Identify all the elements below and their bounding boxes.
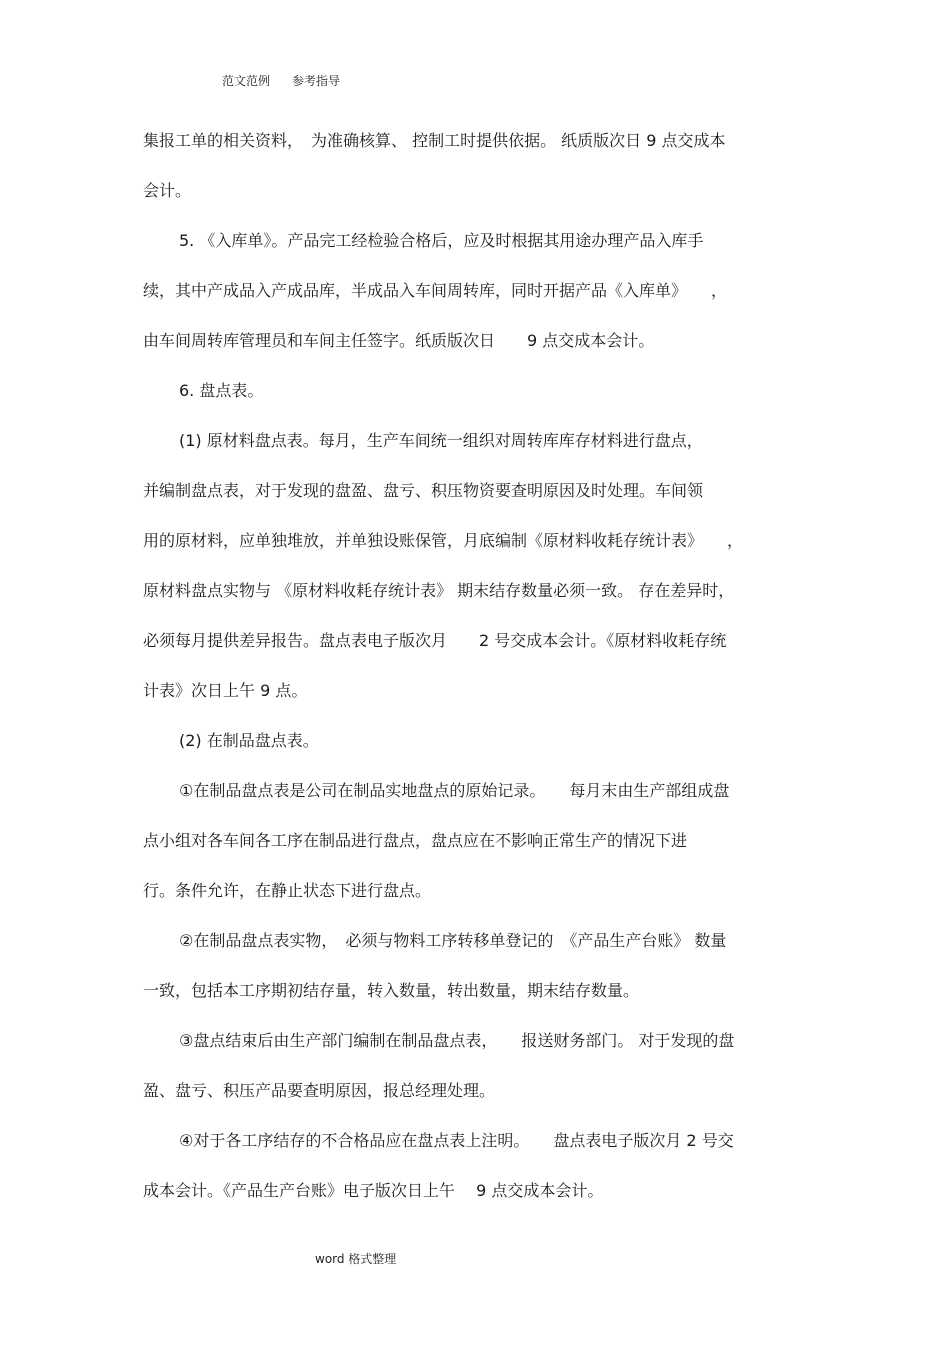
text-line: 一致，包括本工序期初结存量，转入数量，转出数量，期末结存数量。 [143,981,640,1000]
text-line: ①在制品盘点表是公司在制品实地盘点的原始记录。 每月末由生产部组成盘 [179,781,730,800]
document-body [143,116,808,1216]
text-line: 由车间周转库管理员和车间主任签字。纸质版次日 9 点交成本会计。 [143,331,655,350]
page-header [222,72,340,89]
page-footer: word 格式整理 [315,1252,397,1266]
text-line: 盈、盘亏、积压产品要查明原因，报总经理处理。 [143,1081,496,1100]
text-line: 成本会计。《产品生产台账》电子版次日上午 9 点交成本会计。 [143,1181,604,1200]
text-line: ③盘点结束后由生产部门编制在制品盘点表， 报送财务部门。 对于发现的盘 [179,1031,735,1050]
text-line: 计表》次日上午 9 点。 [143,681,308,700]
text-line: 6. 盘点表。 [179,381,264,400]
text-line: 会计。 [143,181,192,200]
text-line: ②在制品盘点表实物， 必须与物料工序转移单登记的 《产品生产台账》 数量 [179,931,727,950]
text-line: ④对于各工序结存的不合格品应在盘点表上注明。 盘点表电子版次月 2 号交 [179,1131,734,1150]
header-left-text: 范文范例 [222,74,271,88]
text-line: 必须每月提供差异报告。盘点表电子版次月 2 号交成本会计。《原材料收耗存统 [143,631,727,650]
text-line: 用的原材料，应单独堆放，并单独设账保管，月底编制《原材料收耗存统计表》 ， [143,531,744,550]
text-line: 5. 《入库单》。产品完工经检验合格后，应及时根据其用途办理产品入库手 [179,231,704,250]
text-line: 行。条件允许，在静止状态下进行盘点。 [143,881,432,900]
text-line: 集报工单的相关资料， 为准确核算、 控制工时提供依据。 纸质版次日 9 点交成本 [143,131,726,150]
text-line: (2) 在制品盘点表。 [179,731,319,750]
text-line: 原材料盘点实物与 《原材料收耗存统计表》 期末结存数量必须一致。 存在差异时， [143,581,735,600]
text-line: 并编制盘点表，对于发现的盘盈、盘亏、积压物资要查明原因及时处理。车间领 [143,481,704,500]
text-line: 续，其中产成品入产成品库，半成品入车间周转库，同时开据产品《入库单》 ， [143,281,728,300]
text-line: (1) 原材料盘点表。每月，生产车间统一组织对周转库库存材料进行盘点， [179,431,703,450]
header-right-text: 参考指导 [292,74,341,88]
text-line: 点小组对各车间各工序在制品进行盘点，盘点应在不影响正常生产的情况下进 [143,831,688,850]
